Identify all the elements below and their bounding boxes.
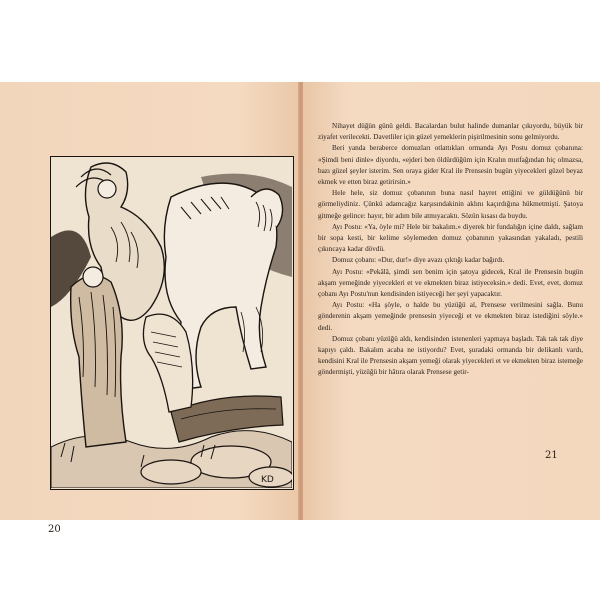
paragraph: Domuz çobanı yüzüğü aldı, kendisinden istenenleri yapmaya başladı. Tak tak tak diye kapıyı çaldı. Bakalım acaba ne istiyordu? Evet, şuradaki ormanda bir delikanlı vardı, kendisini Kral ile Prensesin akşam yemeği olarak yiyecekleri et ve ekmekten biraz istemeğe göndermişti, yüzüğü bir hâtıra olarak Prensese getir- [318, 334, 583, 377]
paragraph: Nihayet düğün günü geldi. Bacalardan bulut halinde dumanlar çıkıyordu, büyük bir ziyafet verilecekti. Davetliler için güzel yemeklerin pişirilmesinin sonu gelmiyordu. [318, 122, 583, 142]
paragraph: Beri yanda beraberce domuzları otlattıkları ormanda Ayı Postu domuz çobanına: «Şimdi beni dinle» diyordu, «ejderi ben öldürdüğüm için Kralın mutfağından hiç olmazsa, bazı güzel şeyler isterim. Sen oraya gider Kral ile Prensesin bugün yiyecekleri güzel beyaz ekmek ve etten biraz getirirsin.» [318, 144, 583, 187]
illustration [50, 156, 294, 490]
paragraph: Ayı Postu: «Pekâlâ, şimdi sen benim için şatoya gidecek, Kral ile Prensesin bugün akşam yemeğinde yiyecekleri et ve ekmekten biraz istiyeceksin.» dedi. Evet, evet, domuz çobanı Ayı Postu'nun kendisinden istiyeceği her şeyi yapacaktır. [318, 267, 583, 299]
story-text [318, 121, 583, 379]
page-number-left: 20 [48, 524, 61, 535]
page-number-right: 21 [545, 450, 558, 461]
paragraph: Hele hele, siz domuz çobanının buna nasıl hayret ettiğini ve güldüğünü bir görmeliydiniz. Çünkü adamcağız karşısındakinin aklını kaçırdığına hükmetmişti. Şatoya gitmeğe gelince: hayır, bir adım bile atmıyacaktı. Sözün kısası da buydu. [318, 189, 583, 220]
paragraph: Domuz çobanı: «Dur, dur!» diye avazı çıktığı kadar bağırdı. [332, 256, 505, 265]
illustrator-signature: KD [261, 475, 274, 485]
paragraph: Ayı Postu: «Ya, öyle mi? Hele bir bakalım.» diyerek bir fundalığın içine daldı, sağlam bir sopa kesti, bir kelime söylemeden domuz çobanının yakasından yakaladı, pestili çıkıncaya kadar dövdü. [318, 222, 583, 254]
left-page [0, 82, 299, 535]
paragraph: Ayı Postu: «Ha şöyle, o halde bu yüzüğü al, Prensese verilmesini sağla. Bunu gönderenin akşam yemeğinde prensesin yiyeceği et ve ekmekten biraz istediğini söyle.» dedi. [318, 301, 583, 332]
illustration-drawing [51, 157, 292, 488]
